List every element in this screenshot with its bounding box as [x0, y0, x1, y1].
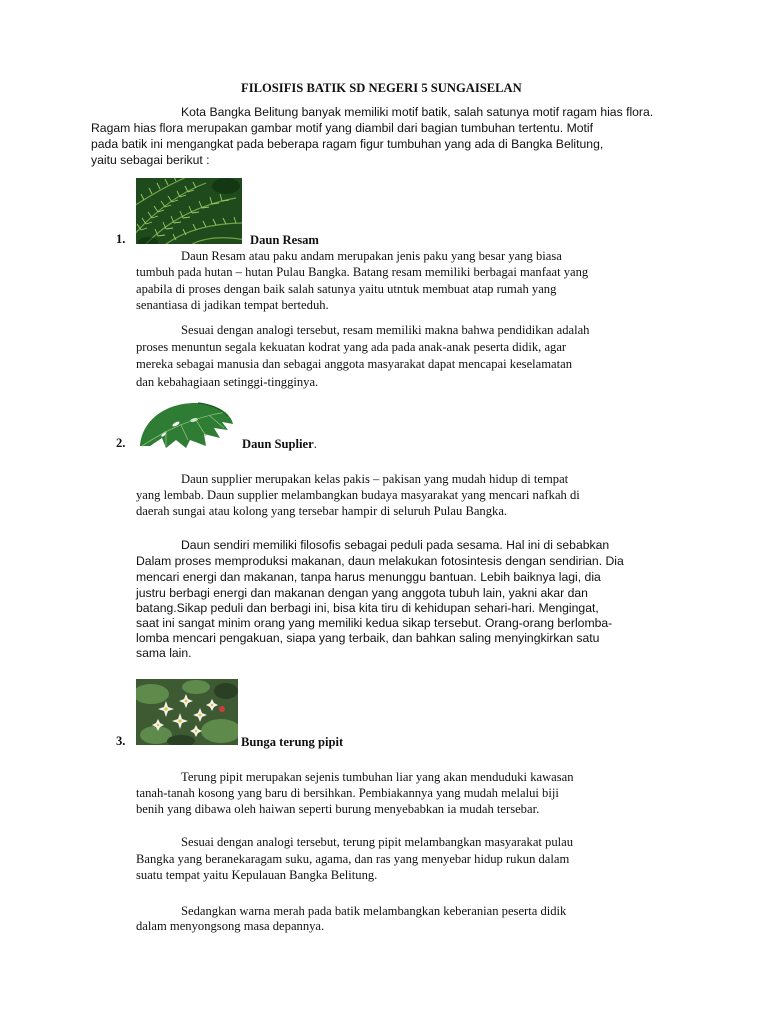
paragraph-line: benih yang dibawa oleh haiwan seperti burung menyebabkan ia mudah tersebar. — [136, 802, 540, 816]
intro-line: yaitu sebagai berikut : — [91, 153, 210, 167]
paragraph-line: Terung pipit merupakan sejenis tumbuhan liar yang akan menduduki kawasan — [181, 770, 574, 784]
fern-photo — [136, 178, 242, 244]
list-number: 3. — [116, 734, 126, 748]
paragraph-line: tanah-tanah kosong yang baru di bersihkan. Pembiakannya yang mudah melalui biji — [136, 786, 559, 800]
list-number: 2. — [116, 436, 126, 450]
paragraph-line: apabila di proses dengan baik salah satunya yaitu utntuk membuat atap rumah yang — [136, 282, 557, 296]
paragraph-line: Daun Resam atau paku andam merupakan jenis paku yang besar yang biasa — [181, 249, 562, 263]
intro-line: Ragam hias flora merupakan gambar motif yang diambil dari bagian tumbuhan tertentu. Motif — [91, 121, 593, 135]
paragraph-line: dan kebahagiaan setinggi-tingginya. — [136, 375, 319, 389]
paragraph-line: daerah sungai atau kolong yang tersebar hampir di seluruh Pulau Bangka. — [136, 504, 508, 518]
item-heading: Daun Resam — [250, 233, 319, 247]
paragraph-line: saat ini sangat minim orang yang memiliki kedua sikap tersebut. Orang-orang berlomba- — [136, 616, 613, 630]
paragraph-line: Sedangkan warna merah pada batik melambangkan keberanian peserta didik — [181, 904, 567, 918]
paragraph-line: dalam menyongsong masa depannya. — [136, 919, 325, 933]
paragraph-line: sama lain. — [136, 646, 192, 660]
paragraph-line: batang.Sikap peduli dan berbagi ini, bisa kita tiru di kehidupan sehari-hari. Mengingat, — [136, 601, 599, 615]
paragraph-line: Sesuai dengan analogi tersebut, resam memiliki makna bahwa pendidikan adalah — [181, 323, 590, 337]
item-heading — [242, 436, 317, 452]
paragraph-line: Dalam proses memproduksi makanan, daun melakukan fotosintesis dengan sendirian. Dia — [136, 554, 624, 568]
paragraph-line: Daun supplier merupakan kelas pakis – pakisan yang mudah hidup di tempat — [181, 472, 569, 486]
monstera-leaf-photo — [136, 400, 234, 448]
paragraph-line: yang lembab. Daun supplier melambangkan budaya masyarakat yang mencari nafkah di — [136, 488, 580, 502]
paragraph-line: Sesuai dengan analogi tersebut, terung pipit melambangkan masyarakat pulau — [181, 835, 574, 849]
paragraph-line: proses menuntun segala kekuatan kodrat yang ada pada anak-anak peserta didik, agar — [136, 340, 567, 354]
white-flowers-photo — [136, 679, 238, 745]
item-heading: Bunga terung pipit — [241, 735, 344, 749]
paragraph-line: justru berbagi energi dan makanan dengan yang anggota tubuh lain, yakni akar dan — [136, 586, 588, 600]
paragraph-line: Bangka yang beranekaragam suku, agama, dan ras yang menyebar hidup rukun dalam — [136, 852, 570, 866]
paragraph-line: tumbuh pada hutan – hutan Pulau Bangka. Batang resam memiliki berbagai manfaat yang — [136, 265, 589, 279]
paragraph-line: lomba mencari pengakuan, siapa yang terbaik, dan bahkan saling menyingkirkan satu — [136, 631, 600, 645]
paragraph-line: suatu tempat yaitu Kepulauan Bangka Belitung. — [136, 868, 378, 882]
paragraph-line: mencari energi dan makanan, tanpa harus menunggu bantuan. Lebih baiknya lagi, dia — [136, 570, 601, 584]
intro-line: pada batik ini mengangkat pada beberapa ragam figur tumbuhan yang ada di Bangka Belitung, — [91, 137, 604, 151]
paragraph-line: Daun sendiri memiliki filosofis sebagai peduli pada sesama. Hal ini di sebabkan — [181, 538, 610, 552]
heading-suffix: . — [313, 437, 317, 451]
paragraph-line: senantiasa di jadikan tempat berteduh. — [136, 298, 329, 312]
paragraph-line: mereka sebagai manusia dan sebagai anggota masyarakat dapat mencapai keselamatan — [136, 357, 573, 371]
intro-line: Kota Bangka Belitung banyak memiliki motif batik, salah satunya motif ragam hias flora. — [181, 105, 654, 119]
page-title: FILOSIFIS BATIK SD NEGERI 5 SUNGAISELAN — [241, 81, 522, 95]
item-heading-text: Daun Suplier — [242, 437, 314, 451]
list-number: 1. — [116, 232, 126, 246]
